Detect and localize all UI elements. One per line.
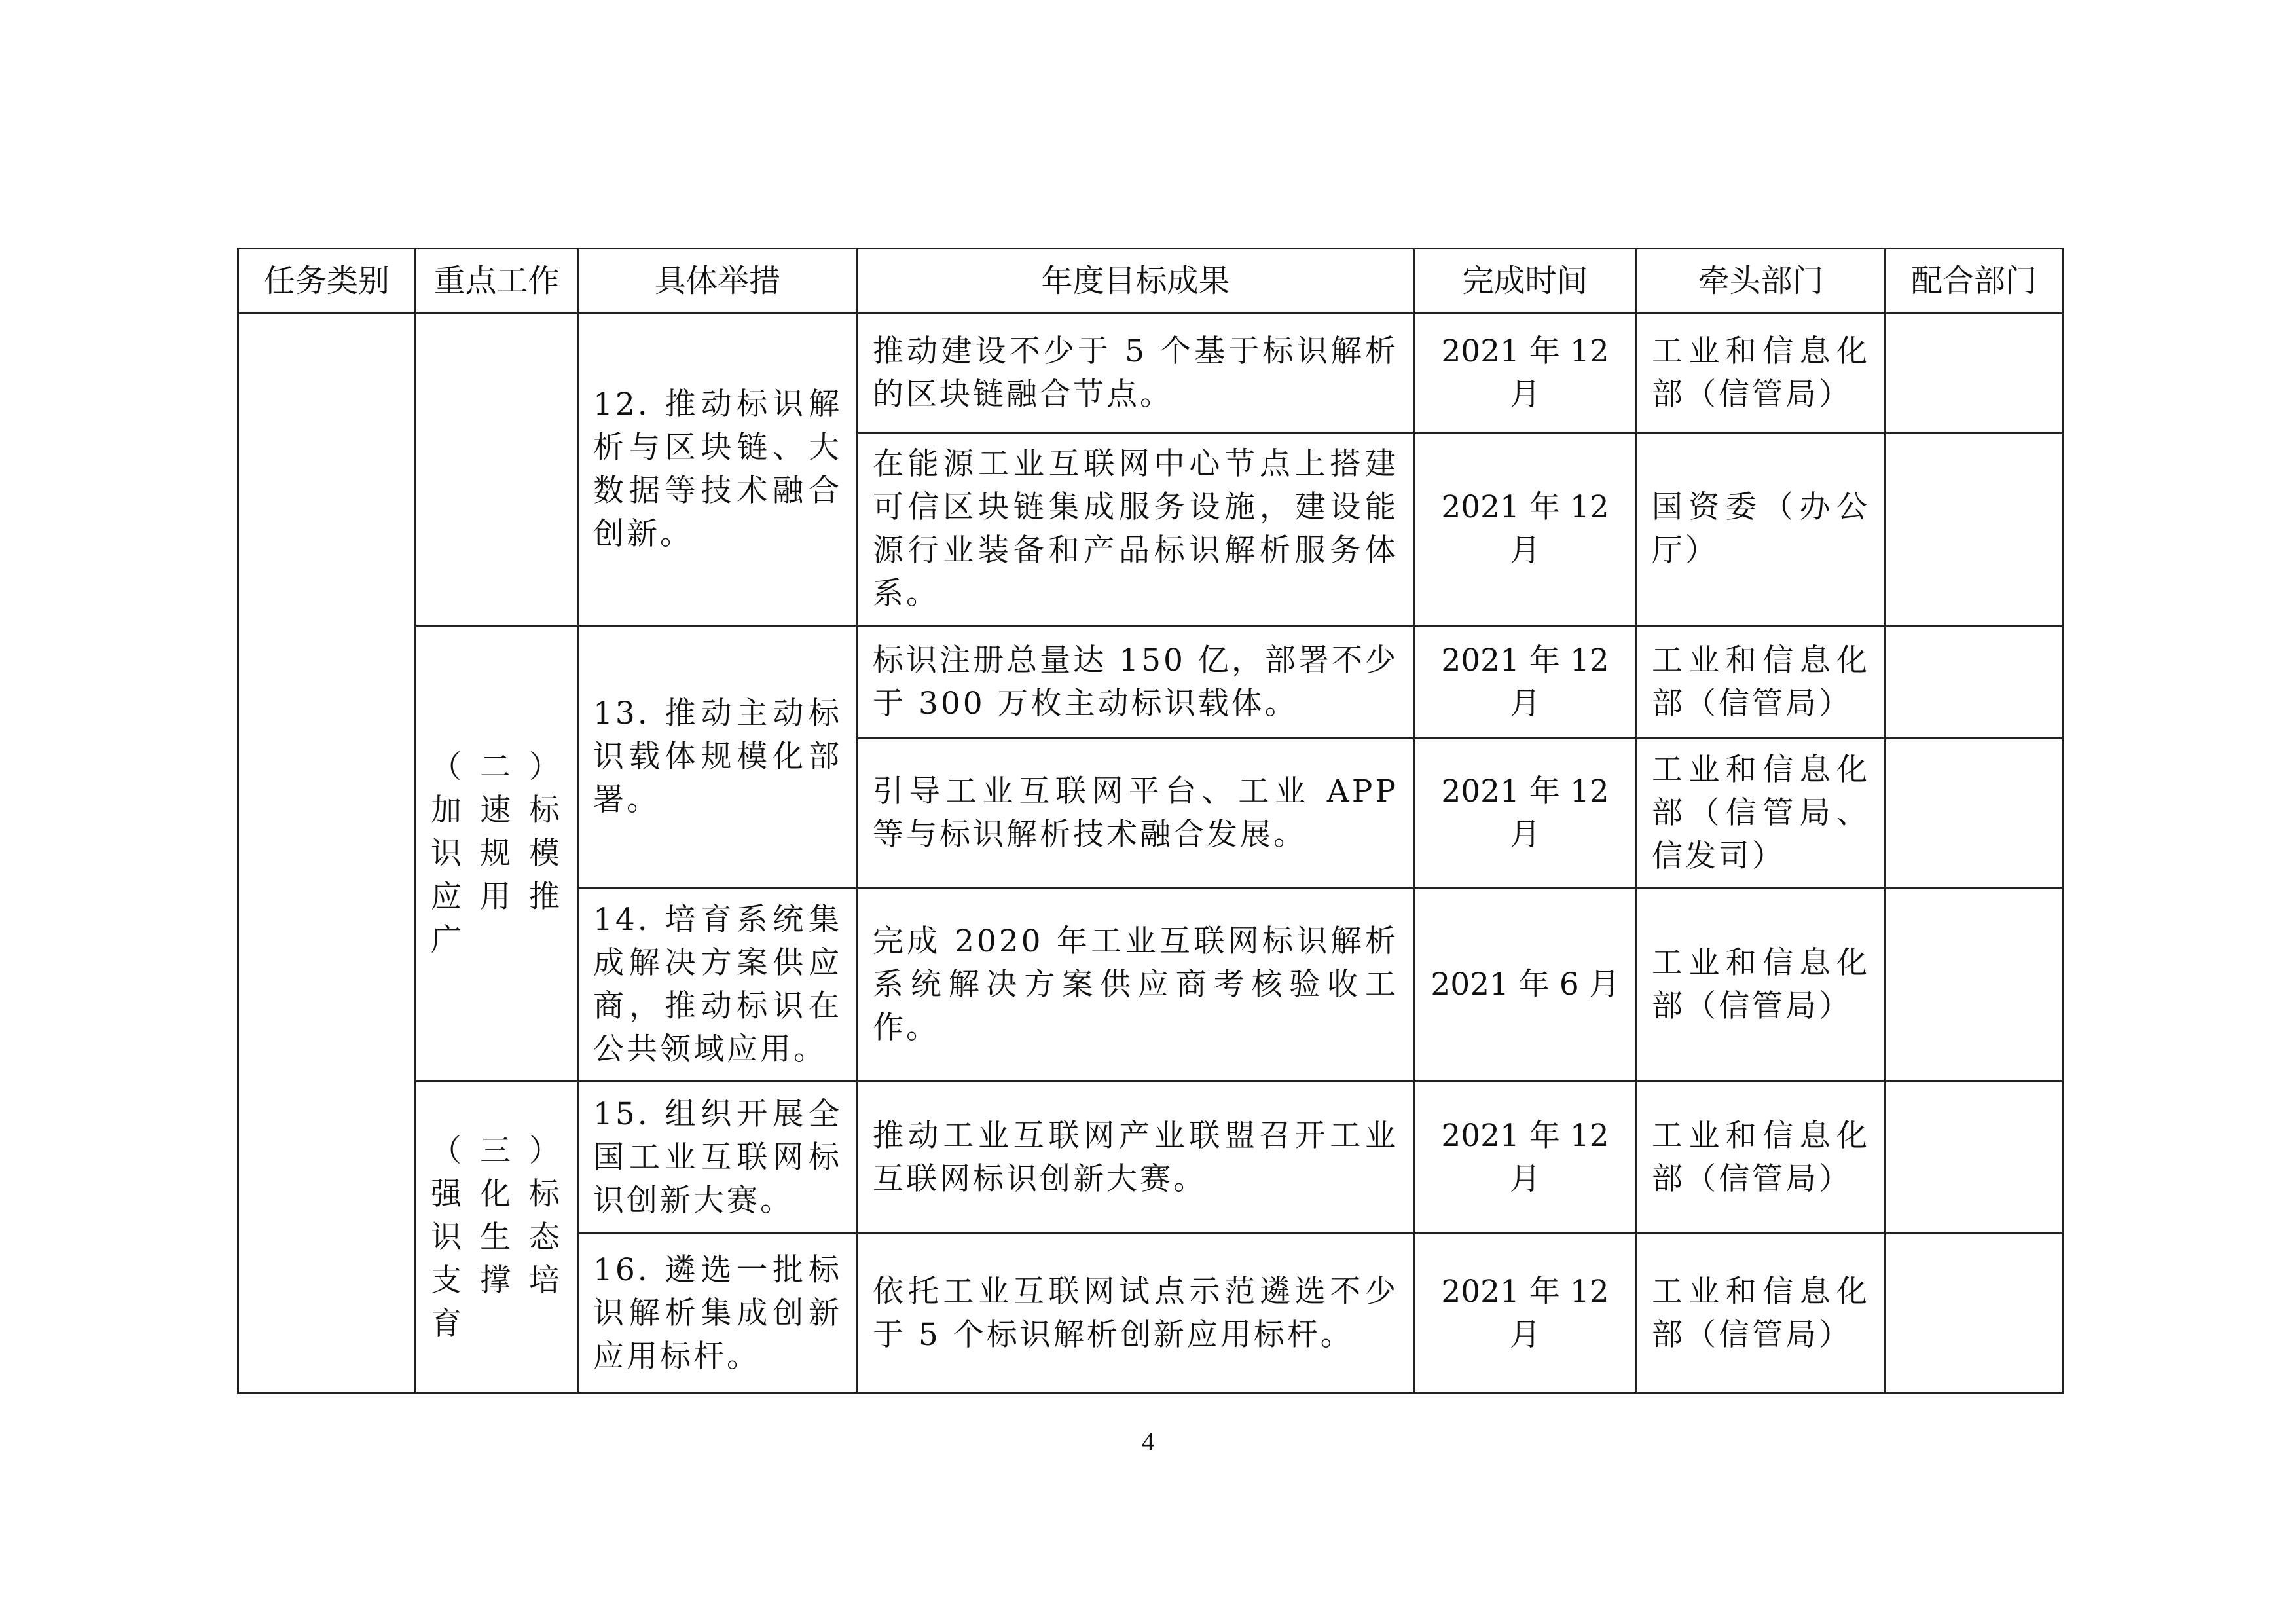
target-cell: 引导工业互联网平台、工业 APP 等与标识解析技术融合发展。 (858, 739, 1414, 889)
lead-department-cell: 工业和信息化部（信管局） (1637, 626, 1886, 739)
task-category-cell (238, 314, 416, 1393)
supporting-department-cell (1886, 739, 2063, 889)
deadline-cell: 2021 年 12 月 (1414, 433, 1637, 626)
measure-cell: 16. 遴选一批标识解析集成创新应用标杆。 (578, 1234, 858, 1393)
lead-department-cell: 工业和信息化部（信管局） (1637, 1082, 1886, 1234)
target-cell: 依托工业互联网试点示范遴选不少于 5 个标识解析创新应用标杆。 (858, 1234, 1414, 1393)
header-task-category: 任务类别 (238, 249, 416, 314)
key-work-cell: （二）加速标识规模应用推广 (416, 626, 578, 1082)
key-work-cell (416, 314, 578, 626)
header-deadline: 完成时间 (1414, 249, 1637, 314)
deadline-cell: 2021 年 12 月 (1414, 626, 1637, 739)
deadline-cell: 2021 年 6 月 (1414, 889, 1637, 1082)
supporting-department-cell (1886, 626, 2063, 739)
deadline-cell: 2021 年 12 月 (1414, 1082, 1637, 1234)
supporting-department-cell (1886, 314, 2063, 433)
target-cell: 标识注册总量达 150 亿，部署不少于 300 万枚主动标识载体。 (858, 626, 1414, 739)
lead-department-cell: 工业和信息化部（信管局） (1637, 1234, 1886, 1393)
measure-cell: 13. 推动主动标识载体规模化部署。 (578, 626, 858, 889)
supporting-department-cell (1886, 1234, 2063, 1393)
measure-cell: 14. 培育系统集成解决方案供应商，推动标识在公共领域应用。 (578, 889, 858, 1082)
deadline-cell: 2021 年 12 月 (1414, 739, 1637, 889)
header-supporting-department: 配合部门 (1886, 249, 2063, 314)
lead-department-cell: 工业和信息化部（信管局、信发司） (1637, 739, 1886, 889)
measure-cell: 15. 组织开展全国工业互联网标识创新大赛。 (578, 1082, 858, 1234)
header-lead-department: 牵头部门 (1637, 249, 1886, 314)
table-row (238, 1082, 2063, 1234)
target-cell: 推动工业互联网产业联盟召开工业互联网标识创新大赛。 (858, 1082, 1414, 1234)
supporting-department-cell (1886, 433, 2063, 626)
deadline-cell: 2021 年 12 月 (1414, 1234, 1637, 1393)
table-row (238, 626, 2063, 739)
key-work-cell: （三）强化标识生态支撑培育 (416, 1082, 578, 1393)
table-row (238, 314, 2063, 433)
header-row (238, 249, 2063, 314)
deadline-cell: 2021 年 12 月 (1414, 314, 1637, 433)
header-key-work: 重点工作 (416, 249, 578, 314)
target-cell: 完成 2020 年工业互联网标识解析系统解决方案供应商考核验收工作。 (858, 889, 1414, 1082)
lead-department-cell: 国资委（办公厅） (1637, 433, 1886, 626)
page-number: 4 (1142, 1428, 1154, 1456)
header-annual-target: 年度目标成果 (858, 249, 1414, 314)
header-measure: 具体举措 (578, 249, 858, 314)
lead-department-cell: 工业和信息化部（信管局） (1637, 889, 1886, 1082)
target-cell: 在能源工业互联网中心节点上搭建可信区块链集成服务设施，建设能源行业装备和产品标识解析服务体系。 (858, 433, 1414, 626)
target-cell: 推动建设不少于 5 个基于标识解析的区块链融合节点。 (858, 314, 1414, 433)
supporting-department-cell (1886, 1082, 2063, 1234)
task-table (237, 248, 2064, 1394)
measure-cell: 12. 推动标识解析与区块链、大数据等技术融合创新。 (578, 314, 858, 626)
supporting-department-cell (1886, 889, 2063, 1082)
lead-department-cell: 工业和信息化部（信管局） (1637, 314, 1886, 433)
